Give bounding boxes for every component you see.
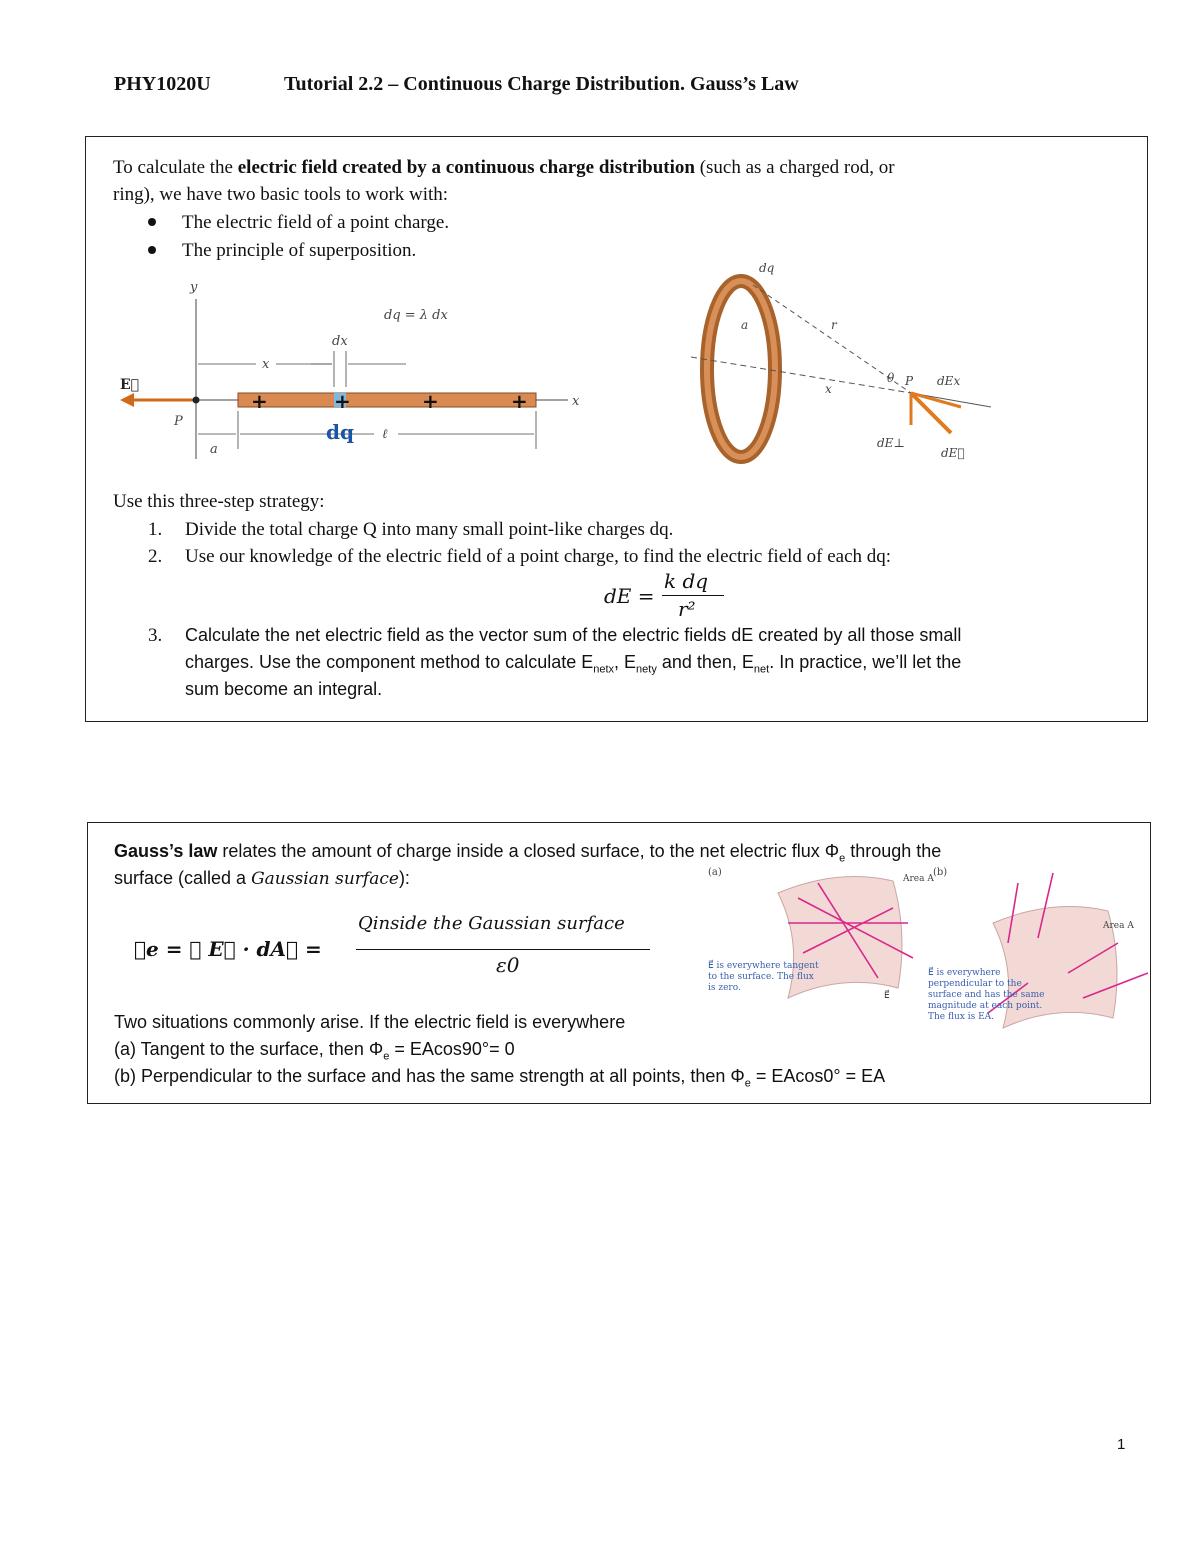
dq-label: dq = λ dx <box>384 308 448 323</box>
ell-label: ℓ <box>382 427 388 442</box>
charged-rod <box>238 393 536 407</box>
caption-b-line: E⃗ is everywhere <box>928 968 1001 978</box>
figure-a-label: (a) <box>708 867 722 878</box>
situations-text: Two situations commonly arise. If the electric field is everywhere <box>114 1012 626 1032</box>
caption-a-line: to the surface. The flux <box>708 972 814 982</box>
dEx-label: dEx <box>937 374 961 388</box>
course-code: PHY1020U <box>114 73 211 95</box>
step-3-line-3: sum become an integral. <box>185 679 383 699</box>
charged-rod-figure <box>106 269 606 469</box>
charged-ring-figure <box>691 257 991 467</box>
area-a-label: Area A <box>903 874 934 884</box>
ring-axis <box>691 357 911 393</box>
intro-text-end: (such as a charged rod, or <box>694 157 895 178</box>
bullet-text: The electric field of a point charge. <box>182 212 450 233</box>
dx-label: dx <box>332 334 348 349</box>
gauss-numerator: Qinside the Gaussian surface <box>358 913 625 934</box>
gauss-intro-line-2: surface (called a Gaussian surface): <box>114 868 410 889</box>
step-2: 2. Use our knowledge of the electric field of a point charge, to find the electric field of each dq: <box>148 546 892 567</box>
theta-label: θ <box>887 371 895 385</box>
case-a: (a) Tangent to the surface, then $\Phi_e = EAcos90^\circ= 0$ <box>114 1039 515 1063</box>
dq-handwritten: dq <box>326 420 354 444</box>
gauss-lhs: ∅e = ∮ E⃗ · dA⃗ = <box>134 937 322 961</box>
continuous-charge-box <box>85 136 1148 722</box>
plus-charge: + <box>251 389 268 413</box>
ring-r-label: r <box>831 318 837 332</box>
step-3: 3. Calculate the net electric field as the vector sum of the electric fields dE created by all those small <box>148 625 962 646</box>
flux-figure <box>708 863 1148 1033</box>
point-p-label: P <box>174 414 183 429</box>
gauss-intro-line-1: Gauss’s law relates the amount of charge inside a closed surface, to the net electric flux $\Phi_e$ through the <box>114 841 942 865</box>
a-label: a <box>210 442 218 457</box>
gauss-law-box <box>87 822 1151 1104</box>
gauss-law-bold: Gauss’s law <box>114 841 218 861</box>
ring-dq-label: dq <box>759 261 775 275</box>
formula-bar <box>662 595 724 596</box>
ring-a-label: a <box>741 318 749 332</box>
e-vector-label: E⃗ <box>884 991 890 1001</box>
ring-x-label: x <box>825 382 832 396</box>
caption-b-line: magnitude at each point. <box>928 1001 1043 1011</box>
intro-line-2: ring), we have two basic tools to work with: <box>113 184 449 205</box>
field-arrowhead <box>120 393 134 407</box>
figure-b-label: (b) <box>933 867 948 878</box>
gauss-bar <box>356 949 650 950</box>
page-title: Tutorial 2.2 – Continuous Charge Distribution. Gauss’s Law <box>284 73 799 95</box>
plus-charge: + <box>422 389 439 413</box>
caption-a-line: is zero. <box>708 983 741 993</box>
dEperp-label: dE⊥ <box>877 436 905 450</box>
intro-text: To calculate the <box>113 157 238 178</box>
point-p <box>193 397 200 404</box>
gauss-denominator: ε0 <box>496 953 520 977</box>
caption-b-line: The flux is EA. <box>928 1012 995 1022</box>
bullet-superposition <box>148 237 416 264</box>
bullet-point-charge <box>148 209 449 236</box>
x-distance-label: x <box>262 357 270 372</box>
dE-label: dE⃗ <box>941 446 965 460</box>
area-b-label: Area A <box>1103 921 1134 931</box>
ring-p-label: P <box>905 374 914 388</box>
caption-b-line: perpendicular to the <box>928 979 1022 989</box>
bullet-dot <box>148 246 156 254</box>
field-label: E⃗ <box>120 377 140 393</box>
plus-charge: + <box>511 389 528 413</box>
intro-line-1 <box>113 154 895 181</box>
y-axis-label: y <box>190 280 198 295</box>
plus-charge: + <box>334 389 351 413</box>
bullet-text: The principle of superposition. <box>182 240 417 261</box>
formula-numerator: k dq <box>664 569 709 593</box>
caption-b-line: surface and has the same <box>928 990 1045 1000</box>
bullet-dot <box>148 218 156 226</box>
formula-lhs: dE = <box>604 584 655 608</box>
case-b: (b) Perpendicular to the surface and has the same strength at all points, then $\Phi_e = EAcos0^\circ$ = EA <box>114 1066 886 1090</box>
intro-bold: electric field created by a continuous charge distribution <box>237 157 695 178</box>
caption-a-line: E⃗ is everywhere tangent <box>708 961 819 971</box>
formula-denominator: r² <box>678 597 696 621</box>
step-3-line-2: charges. Use the component method to calculate $E_{netx}$, $E_{nety}$ and then, $E_{net}$. In practice, we’ll let the <box>185 652 962 676</box>
page-number: 1 <box>1117 1436 1126 1453</box>
page-header <box>114 73 799 96</box>
step-1: 1. Divide the total charge Q into many small point-like charges dq. <box>148 519 674 540</box>
strategy-title: Use this three-step strategy: <box>113 491 325 512</box>
x-axis-label: x <box>572 394 580 409</box>
